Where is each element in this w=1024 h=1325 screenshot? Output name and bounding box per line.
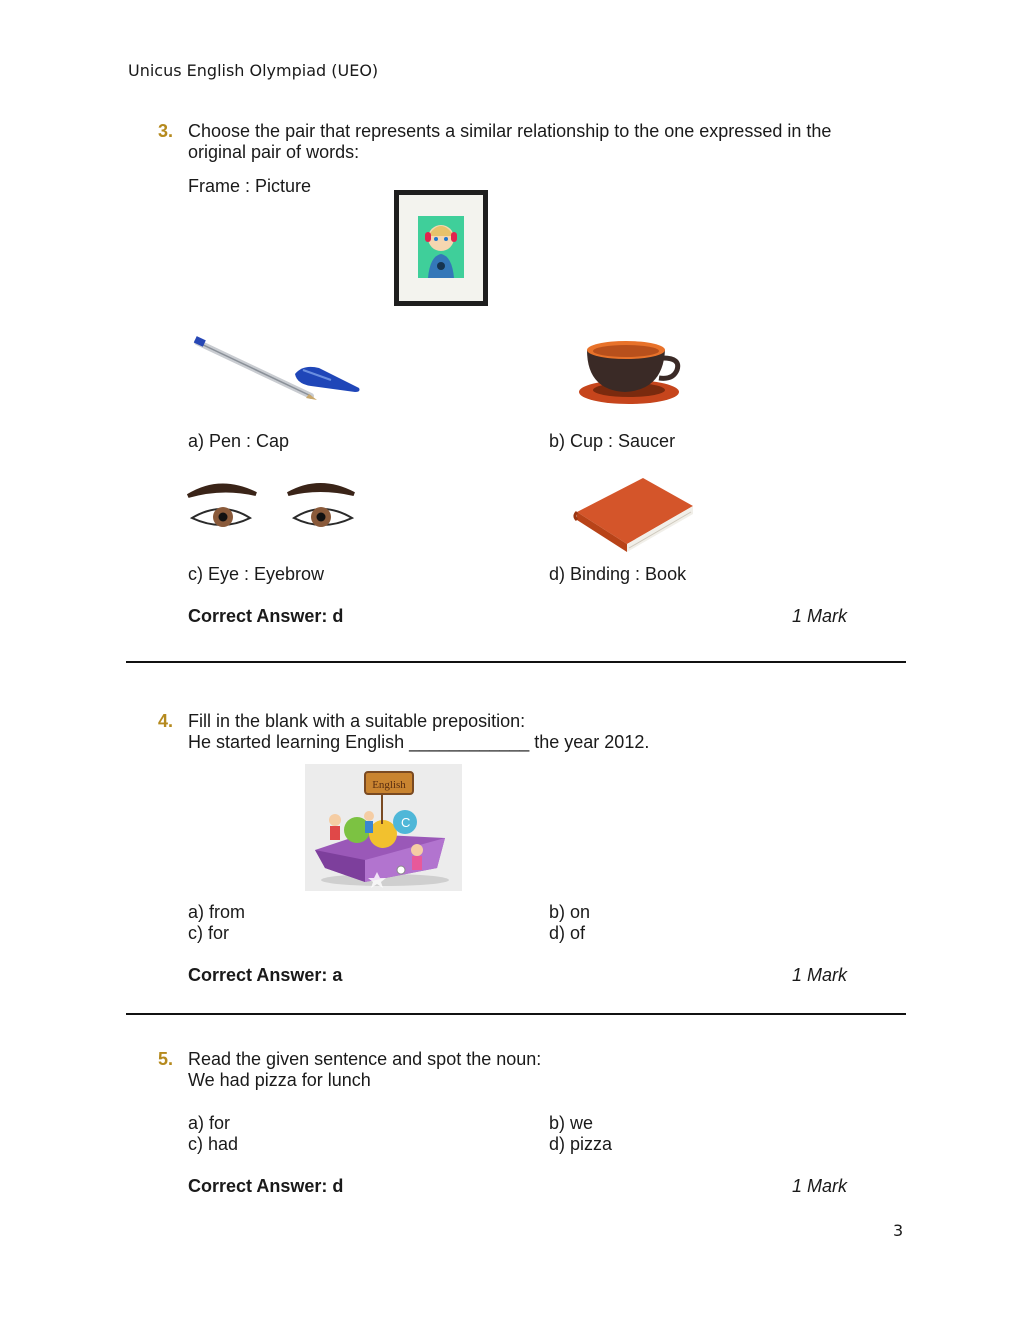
question-3-text-line1: Choose the pair that represents a similar relationship to the one expressed in the bbox=[188, 121, 832, 141]
question-4-text-line2: He started learning English ____________ the year 2012. bbox=[188, 732, 650, 752]
pen-image bbox=[193, 336, 363, 404]
question-3-pair: Frame : Picture bbox=[188, 176, 312, 196]
question-5-text-line2: We had pizza for lunch bbox=[188, 1070, 371, 1090]
page-number: 3 bbox=[893, 1221, 904, 1240]
question-4-marks: 1 Mark bbox=[792, 965, 848, 985]
option-5b: b) we bbox=[549, 1113, 594, 1133]
cup-and-saucer-image bbox=[575, 336, 685, 410]
book-image bbox=[573, 474, 695, 554]
option-3b: b) Cup : Saucer bbox=[549, 431, 676, 451]
svg-text:C: C bbox=[401, 815, 411, 830]
option-4d: d) of bbox=[549, 923, 586, 943]
question-3-number: 3. bbox=[158, 121, 174, 141]
framed-picture-image bbox=[392, 188, 490, 308]
option-5d: d) pizza bbox=[549, 1134, 613, 1154]
option-4a: a) from bbox=[188, 902, 246, 922]
question-5-correct-answer: Correct Answer: d bbox=[188, 1176, 344, 1196]
question-5-text-line1: Read the given sentence and spot the noun: bbox=[188, 1049, 542, 1069]
option-5a: a) for bbox=[188, 1113, 231, 1133]
question-5-marks: 1 Mark bbox=[792, 1176, 848, 1196]
option-3c: c) Eye : Eyebrow bbox=[188, 564, 325, 584]
section-divider bbox=[126, 661, 906, 663]
english-learning-illustration bbox=[305, 764, 462, 891]
option-4b: b) on bbox=[549, 902, 591, 922]
option-3d: d) Binding : Book bbox=[549, 564, 687, 584]
question-3-text-line2: original pair of words: bbox=[188, 142, 360, 162]
question-3-correct-answer: Correct Answer: d bbox=[188, 606, 344, 626]
question-4-number: 4. bbox=[158, 711, 174, 731]
option-3a: a) Pen : Cap bbox=[188, 431, 290, 451]
section-divider bbox=[126, 1013, 906, 1015]
english-sign-label: English bbox=[372, 779, 406, 791]
question-4-correct-answer: Correct Answer: a bbox=[188, 965, 343, 985]
question-3-marks: 1 Mark bbox=[792, 606, 848, 626]
question-5-number: 5. bbox=[158, 1049, 174, 1069]
eyes-and-eyebrows-image bbox=[186, 480, 358, 536]
option-4c: c) for bbox=[188, 923, 230, 943]
option-5c: c) had bbox=[188, 1134, 239, 1154]
question-4-text-line1: Fill in the blank with a suitable preposition: bbox=[188, 711, 526, 731]
document-header: Unicus English Olympiad (UEO) bbox=[128, 61, 379, 80]
